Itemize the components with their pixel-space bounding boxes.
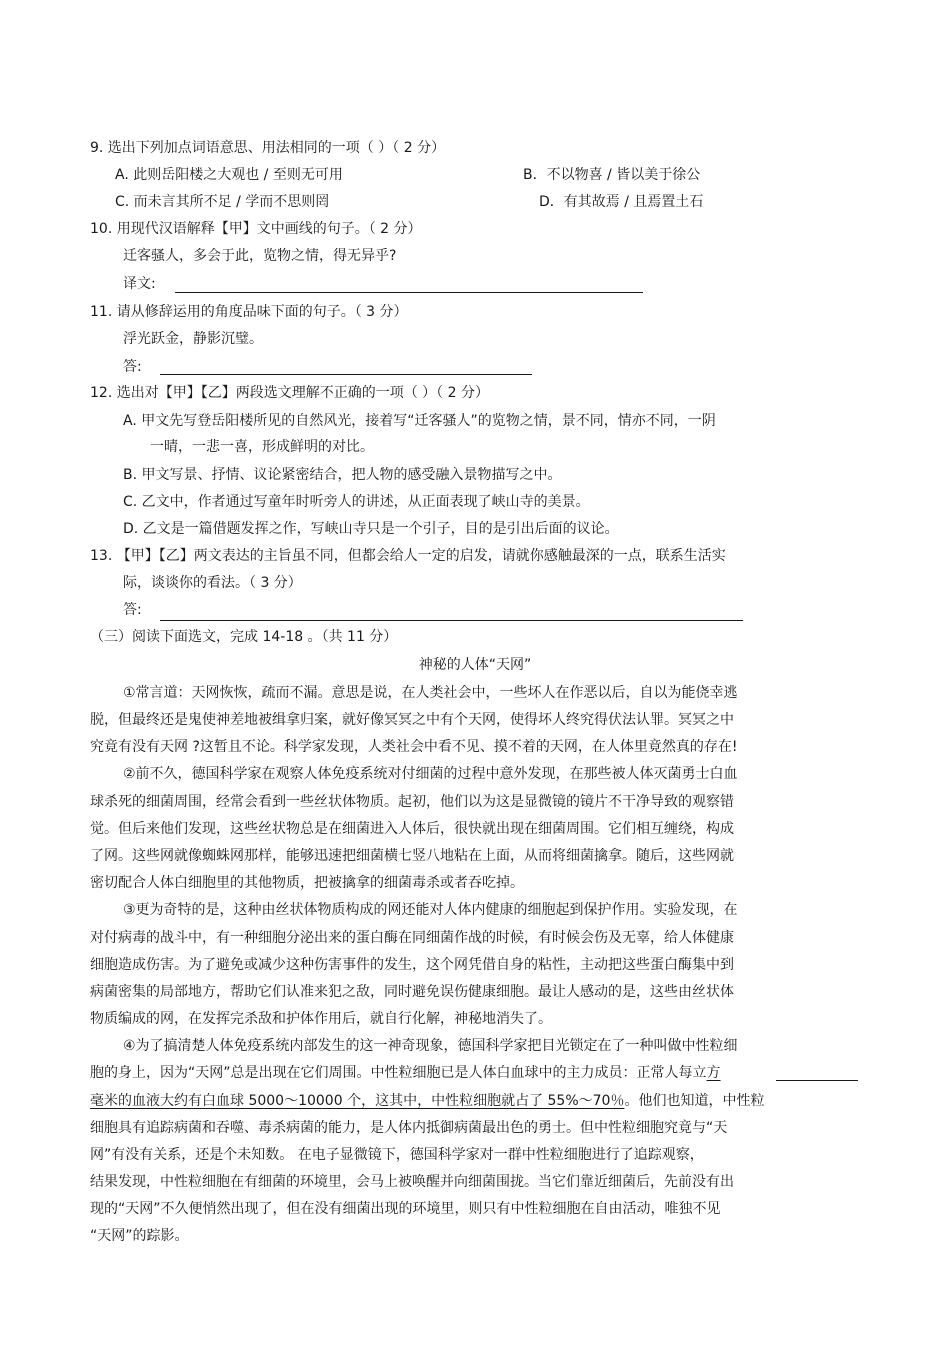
q13-answer-line[interactable] [160,620,743,621]
q11-stem: 11. 请从修辞运用的角度品味下面的句子。（ 3 分） [90,304,408,320]
q9-option-d: D．有其故焉 / 且焉置土石 [539,194,704,210]
para3-line: 对付病毒的战斗中，有一种细胞分泌出来的蛋白酶在同细菌作战的时候，有时候会伤及无辜，给人体健康 [90,930,734,946]
q9-option-b: B．不以物喜 / 皆以美于徐公 [523,167,701,183]
para4-line: ④为了搞清楚人体免疫系统内部发生的这一神奇现象，德国科学家把目光锁定在了一种叫做中性粒细 [123,1038,738,1054]
para3-line: 物质编成的网，在发挥完杀敌和护体作用后，就自行化解，神秘地消失了。 [90,1011,552,1027]
q11-answer-label: 答: [123,359,142,375]
q12-stem: 12. 选出对【甲】【乙】两段选文理解不正确的一项（ ）（ 2 分） [90,385,489,401]
para4-line [90,1091,764,1111]
para4-line: 网”有没有关系，还是个未知数。 在电子显微镜下，德国科学家对一群中性粒细胞进行了追踪观察， [90,1147,704,1163]
q12-option-a-cont: 一晴，一悲一喜，形成鲜明的对比。 [150,439,374,455]
q9-option-a: A. 此则岳阳楼之大观也 / 至则无可用 [115,167,343,183]
para4-line: 结果发现，中性粒细胞在有细菌的环境里，会马上被唤醒并向细菌围拢。当它们靠近细菌后，先前没有出 [90,1174,734,1190]
para4-text: 。他们也知道，中性粒 [624,1093,765,1109]
para1-line: ①常言道：天网恢恢，疏而不漏。意思是说，在人类社会中，一些坏人在作恶以后，自以为能侥幸逃 [123,685,738,701]
q13-answer-label: 答: [123,602,142,618]
q12-option-d: D. 乙文是一篇借题发挥之作，写峡山寺只是一个引子，目的是引出后面的议论。 [123,521,619,537]
underlined-sentence: 方 [706,1065,721,1081]
para4-line [90,1063,721,1083]
q13-stem-cont: 际，谈谈你的看法。（ 3 分） [123,575,302,591]
q12-option-a: A. 甲文先写登岳阳楼所见的自然风光，接着写“迁客骚人”的览物之情，景不同，情亦不同，一阴 [123,413,716,429]
q11-sentence: 浮光跃金，静影沉璧。 [123,331,263,347]
underlined-sentence: 毫米的血液大约有白血球 5000～10000 个，这其中，中性粒细胞就占了 55%～70％ [90,1093,625,1109]
para2-line: 觉。但后来他们发现，这些丝状物总是在细菌进入人体后，很快就出现在细菌周围。它们相互缠绕，构成 [90,821,734,837]
section-header: （三）阅读下面选文，完成 14-18 。（共 11 分） [90,629,398,645]
q10-answer-line[interactable] [175,292,643,293]
q13-stem: 13. 【甲】【乙】两文表达的主旨虽不同，但都会给人一定的启发，请就你感触最深的一点，联系生活实 [90,548,726,564]
q12-option-b: B. 甲文写景、抒情、议论紧密结合，把人物的感受融入景物描写之中。 [123,467,562,483]
para4-line: “天网”的踪影。 [90,1228,189,1244]
article-title: 神秘的人体“天网” [418,657,532,673]
para2-line: 了网。这些网就像蜘蛛网那样，能够迅速把细菌横七竖八地粘在上面，从而将细菌擒拿。随后，这些网就 [90,848,734,864]
q9-option-c: C. 而未言其所不足 / 学而不思则罔 [115,194,330,210]
q12-option-c: C. 乙文中，作者通过写童年时听旁人的讲述，从正面表现了峡山寺的美景。 [123,494,590,510]
para4-line: 细胞具有追踪病菌和吞噬、毒杀病菌的能力，是人体内抵御病菌最出色的勇士。但中性粒细胞究竟与“天 [90,1120,728,1136]
q9-stem: 9. 选出下列加点词语意思、用法相同的一项（ ）（ 2 分） [90,140,446,156]
q10-sentence: 迁客骚人，多会于此，览物之情，得无异乎? [123,248,397,264]
para3-line: 细胞造成伤害。为了避免或减少这种伤害事件的发生，这个网凭借自身的粘性，主动把这些蛋白酶集中到 [90,957,734,973]
para3-line: ③更为奇特的是，这种由丝状体物质构成的网还能对人体内健康的细胞起到保护作用。实验发现，在 [123,902,738,918]
q10-answer-label: 译文: [123,276,156,292]
underline-segment [776,1080,858,1081]
para2-line: 球杀死的细菌周围，经常会看到一些丝状体物质。起初，他们以为这是显微镜的镜片不干净导致的观察错 [90,794,734,810]
para2-line: 密切配合人体白细胞里的其他物质，把被擒拿的细菌毒杀或者吞吃掉。 [90,875,524,891]
para4-line: 现的“天网”不久便悄然出现了，但在没有细菌出现的环境里，则只有中性粒细胞在自由活动，唯独不见 [90,1201,721,1217]
para1-line: 究竟有没有天网 ?这暂且不论。科学家发现，人类社会中看不见、摸不着的天网，在人体里竟然真的存在! [90,739,738,755]
para1-line: 脱，但最终还是鬼使神差地被缉拿归案，就好像冥冥之中有个天网，使得坏人终究得伏法认罪。冥冥之中 [90,712,734,728]
para2-line: ②前不久，德国科学家在观察人体免疫系统对付细菌的过程中意外发现，在那些被人体灭菌勇士白血 [123,766,738,782]
para4-text: 胞的身上，因为“天网”总是出现在它们周围。中性粒细胞已是人体白血球中的主力成员：正常人每立 [90,1065,707,1081]
q10-stem: 10. 用现代汉语解释【甲】文中画线的句子。（ 2 分） [90,221,422,237]
q11-answer-line[interactable] [160,374,532,375]
para3-line: 病菌密集的局部地方，帮助它们认准来犯之敌，同时避免误伤健康细胞。最让人感动的是，这些由丝状体 [90,984,734,1000]
